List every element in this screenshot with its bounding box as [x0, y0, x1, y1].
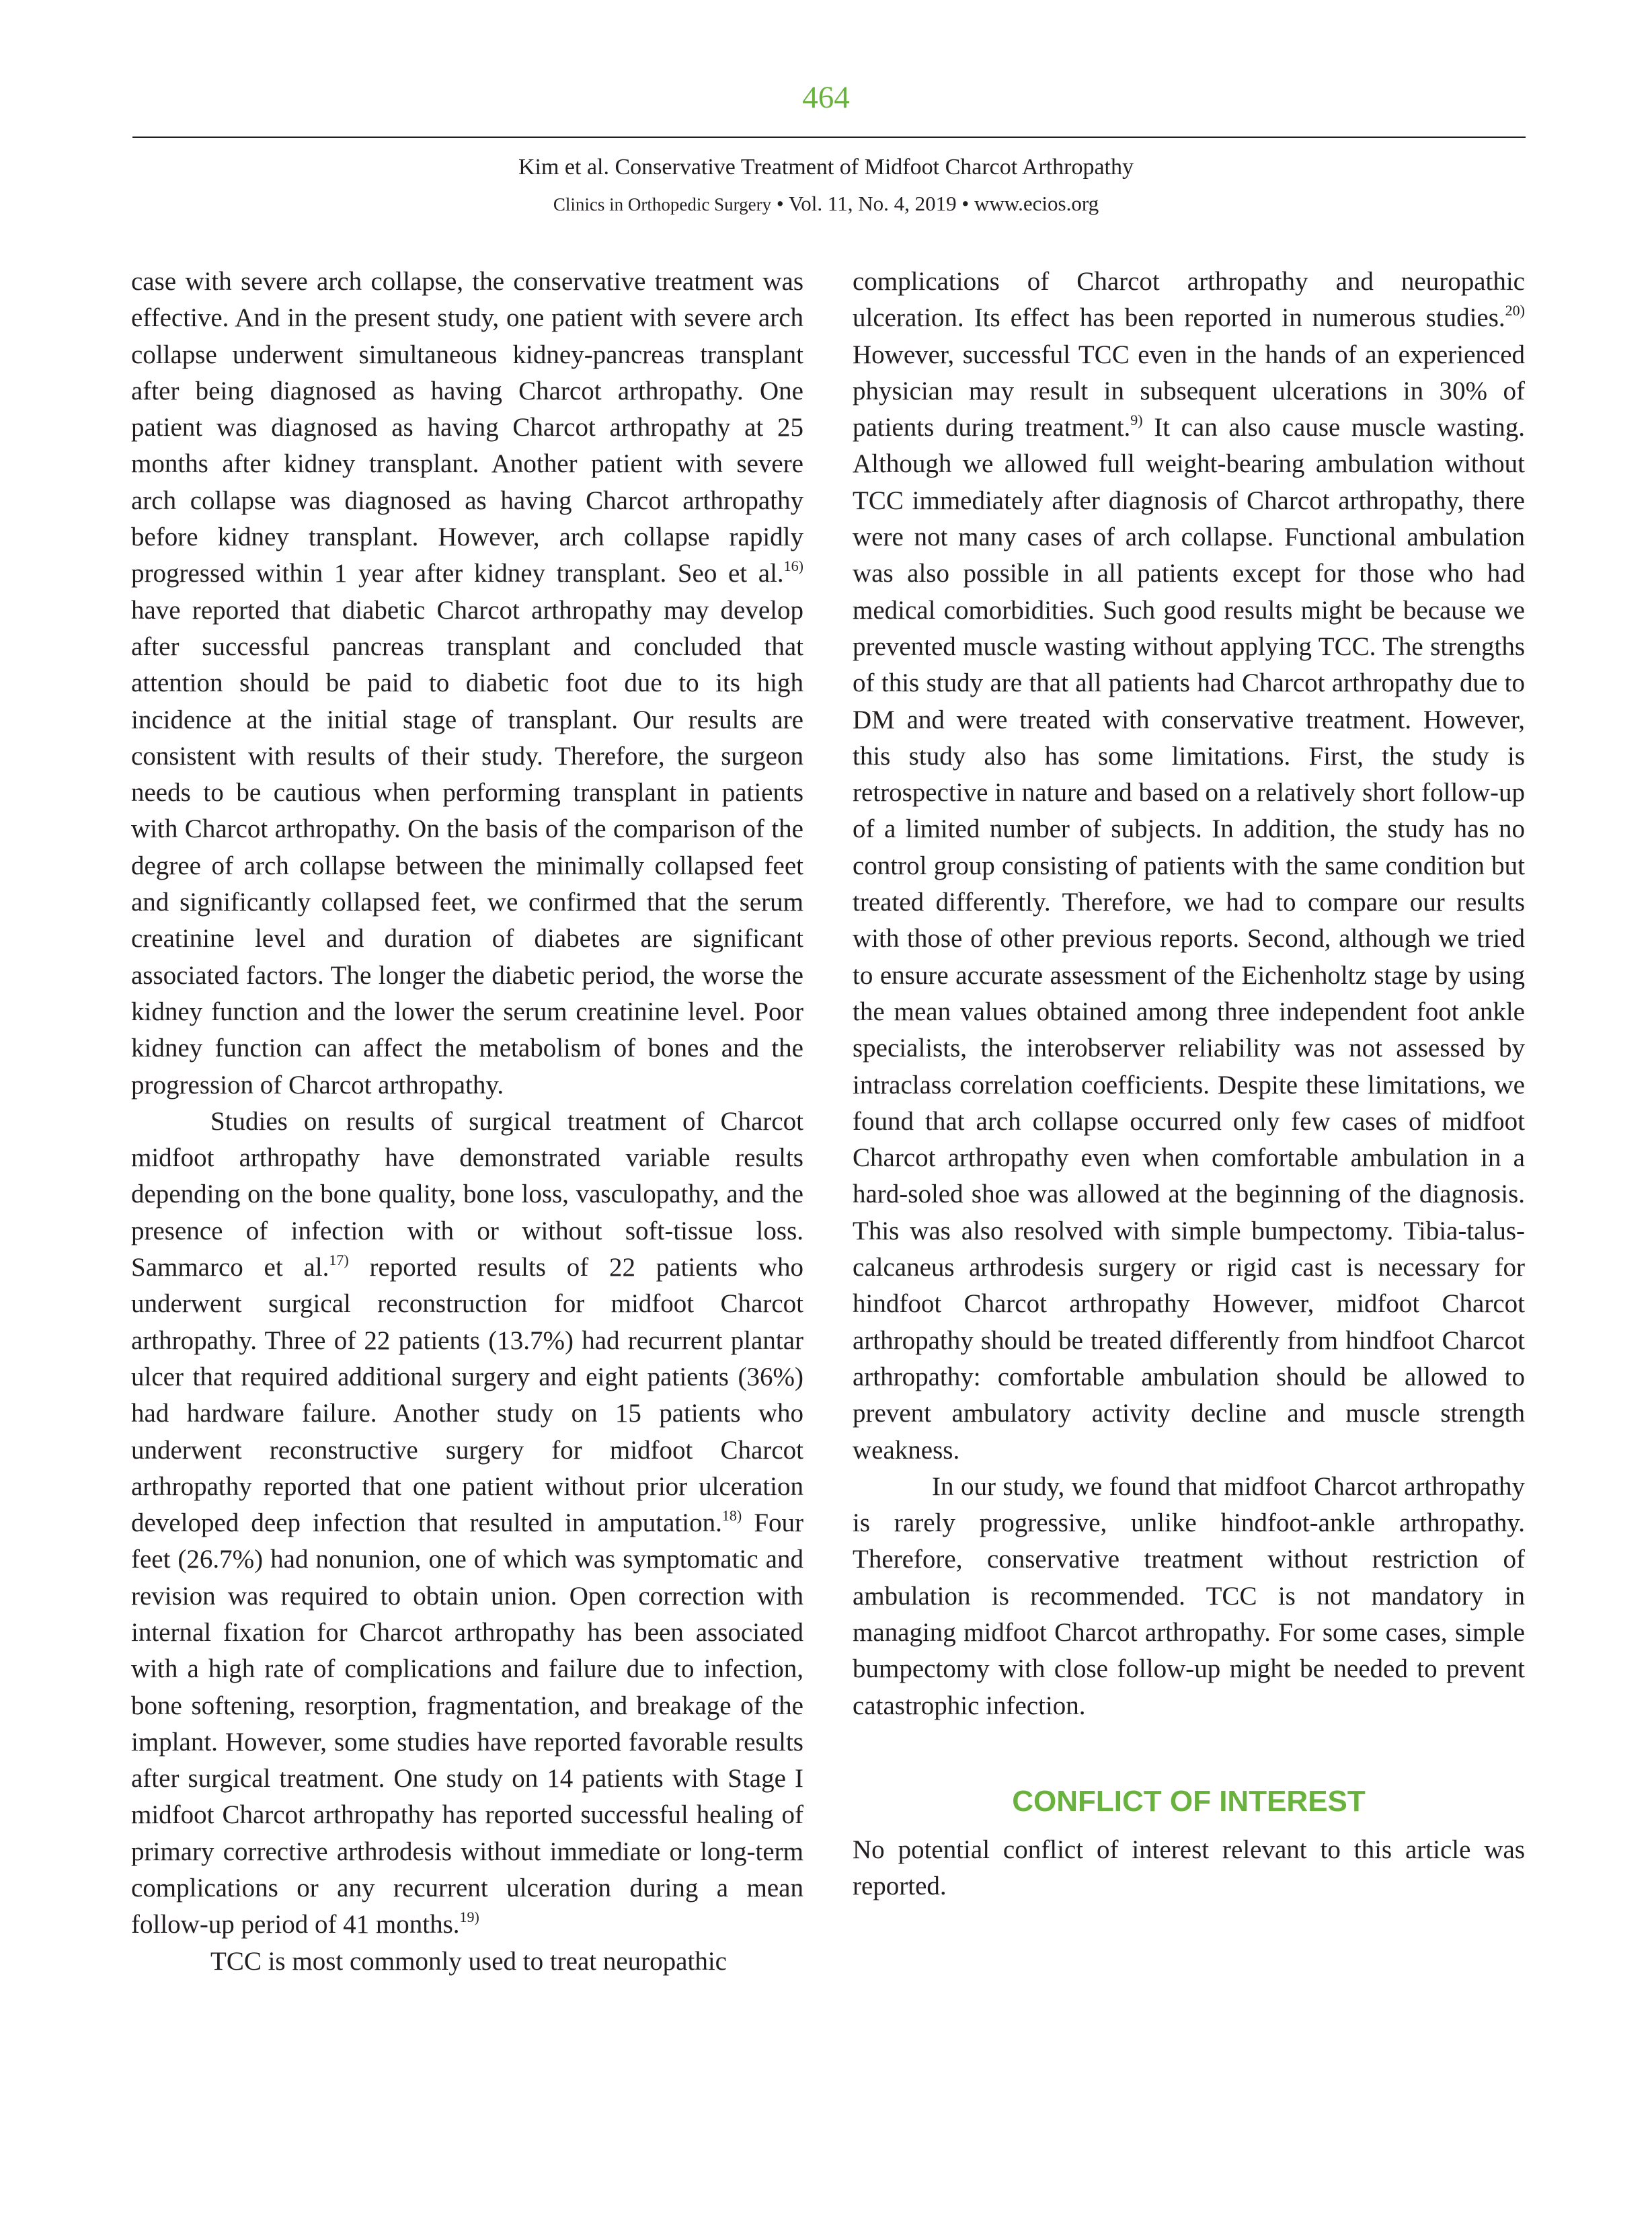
journal-separator: •: [956, 192, 974, 215]
right-column: [853, 264, 1525, 1904]
paragraph-text: It can also cause muscle wasting. Although we allowed full weight-bearing ambulation without TCC immediately after diagnosis of Charcot arthropathy, there were not many cases of arch collapse. Functional ambulation was also possible in all patients except for those who had medical comorbidities. Such good results might be because we prevented muscle wasting without applying TCC. The strengths of this study are that all patients had Charcot arthropathy due to DM and were treated with conservative treatment. However, this study also has some limitations. First, the study is retrospective in nature and based on a relatively short follow-up of a limited number of subjects. In addition, the study has no control group consisting of patients with the same condition but treated differently. Therefore, we had to compare our results with those of other previous reports. Second, although we tried to ensure accurate assessment of the Eichenholtz stage by using the mean values obtained among three independent foot ankle specialists, the interobserver reliability was not assessed by intraclass correlation coefficients. Despite these limitations, we found that arch collapse occurred only few cases of midfoot Charcot arthropathy even when comfortable ambulation in a hard-soled shoe was allowed at the beginning of the diagnosis. This was also resolved with simple bumpectomy. Tibia-talus-calcaneus arthrodesis surgery or rigid cast is necessary for hindfoot Charcot arthropathy However, midfoot Charcot arthropathy should be treated differently from hindfoot Charcot arthropathy: comfortable ambulation should be allowed to prevent ambulatory activity decline and muscle strength weakness.: [853, 413, 1525, 1465]
paragraph-text: TCC is most commonly used to treat neuropathic: [210, 1946, 727, 1976]
paragraph-text: Studies on results of surgical treatment of Charcot midfoot arthropathy have demonstrated variable results depending on the bone quality, bone loss, vasculopathy, and the presence of infection with or without soft-tissue loss. Sammarco et al.: [131, 1106, 803, 1282]
citation-ref: 16): [783, 557, 803, 575]
paragraph: [853, 1469, 1525, 1724]
paragraph-text: In our study, we found that midfoot Charcot arthropathy is rarely progressive, unlike hindfoot-ankle arthropathy. Therefore, conservative treatment without restriction of ambulation is recommended. TCC is not mandatory in managing midfoot Charcot arthropathy. For some cases, simple bumpectomy with close follow-up might be needed to prevent catastrophic infection.: [853, 1471, 1525, 1720]
journal-line: [0, 190, 1652, 219]
journal-name: Clinics in Orthopedic Surgery: [553, 194, 772, 215]
paragraph-text: However, successful TCC even in the hands of an experienced physician may result in subsequent ulcerations in 30% of patients during treatment.: [853, 340, 1525, 442]
citation-ref: 17): [329, 1252, 349, 1269]
header-rule: [132, 137, 1526, 138]
running-title: Kim et al. Conservative Treatment of Midfoot Charcot Arthropathy: [518, 155, 1134, 180]
conflict-of-interest-text: No potential conflict of interest relevant to this article was reported.: [853, 1835, 1525, 1901]
paragraph-text: case with severe arch collapse, the conservative treatment was effective. And in the present study, one patient with severe arch collapse underwent simultaneous kidney-pancreas transplant after being diagnosed as having Charcot arthropathy. One patient was diagnosed as having Charcot arthropathy at 25 months after kidney transplant. Another patient with severe arch collapse was diagnosed as having Charcot arthropathy before kidney transplant. However, arch collapse rapidly progressed within 1 year after kidney transplant. Seo et al.: [131, 267, 803, 588]
section-heading-conflict-of-interest: CONFLICT OF INTEREST: [1012, 1784, 1366, 1818]
journal-url: www.ecios.org: [974, 192, 1099, 215]
left-column: [131, 264, 803, 1980]
page-number: 464: [802, 80, 850, 115]
paragraph: [131, 1944, 803, 1980]
paragraph-text: complications of Charcot arthropathy and neuropathic ulceration. Its effect has been reported in numerous studies.: [853, 267, 1525, 333]
paragraph-text: have reported that diabetic Charcot arthropathy may develop after successful pancreas transplant and concluded that attention should be paid to diabetic foot due to its high incidence at the initial stage of transplant. Our results are consistent with results of their study. Therefore, the surgeon needs to be cautious when performing transplant in patients with Charcot arthropathy. On the basis of the comparison of the degree of arch collapse between the minimally collapsed feet and significantly collapsed feet, we confirmed that the serum creatinine level and duration of diabetes are significant associated factors. The longer the diabetic period, the worse the kidney function and the lower the serum creatinine level. Poor kidney function can affect the metabolism of bones and the progression of Charcot arthropathy.: [131, 595, 803, 1100]
journal-separator: •: [771, 192, 789, 215]
paragraph: [131, 1104, 803, 1944]
paragraph-text: reported results of 22 patients who underwent surgical reconstruction for midfoot Charcot arthropathy. Three of 22 patients (13.7%) had recurrent plantar ulcer that required additional surgery and eight patients (36%) had hardware failure. Another study on 15 patients who underwent reconstructive surgery for midfoot Charcot arthropathy reported that one patient without prior ulceration developed deep infection that resulted in amputation.: [131, 1253, 803, 1538]
citation-ref: 19): [459, 1909, 479, 1926]
citation-ref: 18): [721, 1507, 742, 1525]
paragraph: [853, 264, 1525, 1469]
paragraph-text: Four feet (26.7%) had nonunion, one of which was symptomatic and revision was required to obtain union. Open correction with internal fixation for Charcot arthropathy has been associated with a high rate of complications and failure due to infection, bone softening, resorption, fragmentation, and breakage of the implant. However, some studies have reported favorable results after surgical treatment. One study on 14 patients with Stage I midfoot Charcot arthropathy has reported successful healing of primary corrective arthrodesis without immediate or long-term complications or any recurrent ulceration during a mean follow-up period of 41 months.: [131, 1508, 803, 1939]
paragraph: [131, 264, 803, 1104]
citation-ref: 20): [1505, 302, 1525, 319]
journal-volume: Vol. 11, No. 4, 2019: [788, 192, 957, 215]
citation-ref: 9): [1130, 412, 1143, 429]
